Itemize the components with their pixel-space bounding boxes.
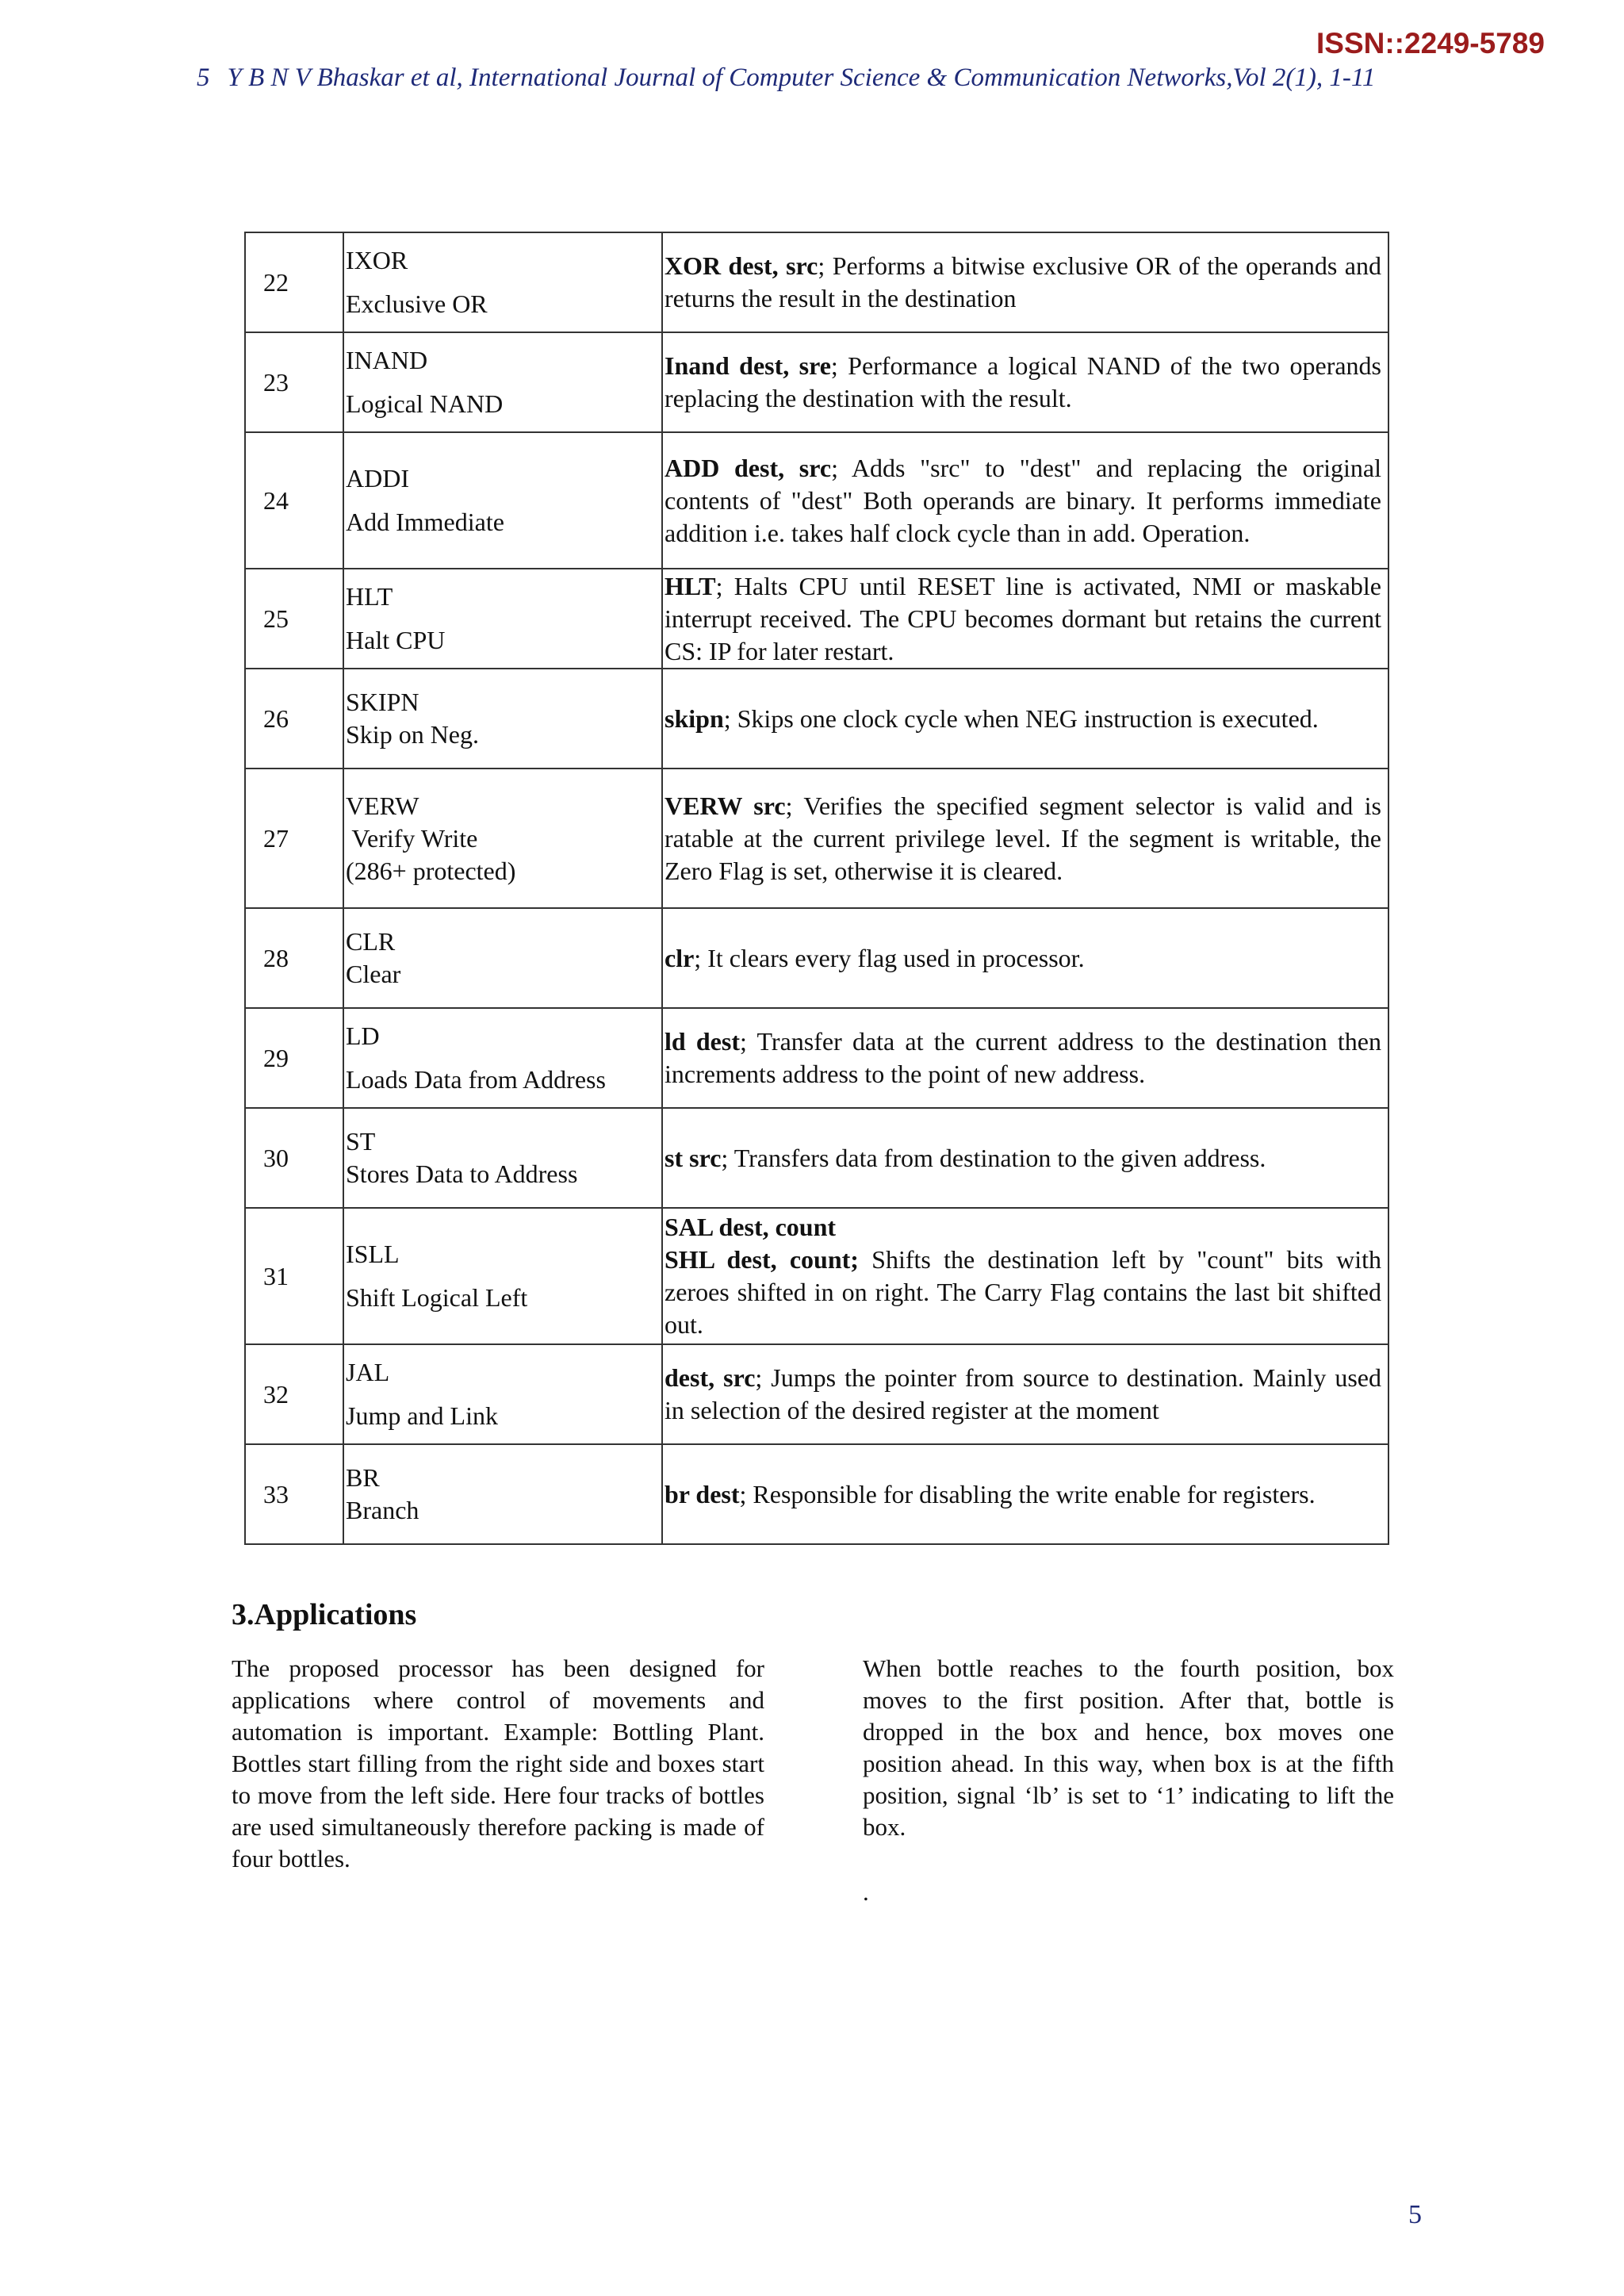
mnemonic: SKIPN	[346, 688, 419, 716]
mnemonic: HLT	[346, 582, 393, 611]
meaning: Halt CPU	[346, 626, 446, 654]
description-text: ; It clears every flag used in processor.	[694, 943, 1085, 972]
table-row	[245, 769, 1388, 908]
row-number: 29	[245, 1008, 343, 1108]
syntax: ld dest	[665, 1027, 740, 1056]
table-row	[245, 1444, 1388, 1544]
instruction-name-cell	[343, 1208, 662, 1344]
meaning: Loads Data from Address	[346, 1065, 606, 1094]
syntax: ADD dest, src	[665, 453, 832, 482]
description-text: Shifts the destination left by "count" bits with zeroes shifted in on right. The Carry Flag contains the last bit shifted out.	[665, 1245, 1382, 1339]
instruction-name-cell	[343, 1444, 662, 1544]
instruction-name-cell	[343, 908, 662, 1008]
header-citation: Y B N V Bhaskar et al, International Journal of Computer Science & Communication Networks,Vol 2(1), 1-11	[227, 63, 1376, 92]
mnemonic: IXOR	[346, 246, 408, 274]
mnemonic: ST	[346, 1127, 376, 1156]
row-number: 32	[245, 1344, 343, 1444]
meaning: Logical NAND	[346, 389, 504, 418]
description-text: ; Verifies the specified segment selector is valid and is ratable at the current privilege level. If the segment is writable, the Zero Flag is set, otherwise it is cleared.	[665, 791, 1382, 885]
body-paragraph-left: The proposed processor has been designed for applications where control of movements and automation is important. Example: Bottling Plant. Bottles start filling from the right side and boxes start to move from the left side. Here four tracks of bottles are used simultaneously therefore packing is made of four bottles.	[232, 1654, 764, 1872]
meaning: Verify Write	[346, 823, 478, 853]
meaning: Stores Data to Address	[346, 1159, 578, 1188]
mnemonic: ADDI	[346, 464, 409, 493]
mnemonic: LD	[346, 1022, 380, 1050]
row-number: 30	[245, 1108, 343, 1208]
description-text: ; Transfer data at the current address to the destination then increments address to the point of new address.	[665, 1027, 1382, 1088]
instruction-description	[662, 1444, 1388, 1544]
syntax: XOR dest, src	[665, 251, 818, 280]
table-row	[245, 908, 1388, 1008]
syntax: SHL dest, count;	[665, 1245, 859, 1274]
instruction-description	[662, 669, 1388, 769]
row-number: 31	[245, 1208, 343, 1344]
syntax-line: SAL dest, count	[665, 1213, 837, 1241]
syntax: clr	[665, 943, 695, 972]
mnemonic: INAND	[346, 346, 428, 374]
running-header	[197, 63, 1434, 93]
description-text: ; Performance a logical NAND of the two operands replacing the destination with the result.	[665, 351, 1382, 412]
instruction-table	[244, 232, 1389, 1545]
instruction-name-cell	[343, 332, 662, 432]
instruction-name-cell	[343, 769, 662, 908]
syntax: dest, src	[665, 1363, 756, 1392]
header-page-number: 5	[197, 63, 210, 92]
meaning: Clear	[346, 960, 401, 988]
instruction-description	[662, 569, 1388, 669]
row-number: 27	[245, 769, 343, 908]
syntax: br dest	[665, 1479, 740, 1508]
table-row	[245, 1008, 1388, 1108]
table-row	[245, 432, 1388, 569]
meaning: Add Immediate	[346, 508, 504, 536]
instruction-name-cell	[343, 432, 662, 569]
table-row	[245, 332, 1388, 432]
page-number: 5	[1408, 2200, 1422, 2229]
mnemonic: VERW	[346, 791, 419, 820]
instruction-description	[662, 232, 1388, 332]
instruction-name-cell	[343, 1344, 662, 1444]
instruction-description	[662, 1344, 1388, 1444]
instruction-name-cell	[343, 669, 662, 769]
instruction-description	[662, 1108, 1388, 1208]
table-row	[245, 1108, 1388, 1208]
table-row	[245, 232, 1388, 332]
row-number: 25	[245, 569, 343, 669]
body-paragraph-right: When bottle reaches to the fourth position, box moves to the first position. After that, bottle is dropped in the box and hence, box moves one position ahead. In this way, when box is at the fifth position, signal ‘lb’ is set to ‘1’ indicating to lift the box.	[863, 1654, 1394, 1841]
meaning: Shift Logical Left	[346, 1283, 528, 1312]
description-text: ; Skips one clock cycle when NEG instruction is executed.	[723, 703, 1319, 733]
description-text: ; Adds "src" to "dest" and replacing the original contents of "dest" Both operands are binary. It performs immediate addition i.e. takes half clock cycle than in add. Operation.	[665, 453, 1381, 547]
meaning: Branch	[346, 1496, 419, 1524]
table-row	[245, 669, 1388, 769]
table-row	[245, 1208, 1388, 1344]
meaning: Skip on Neg.	[346, 720, 479, 749]
row-number: 22	[245, 232, 343, 332]
description-text: ; Jumps the pointer from source to destination. Mainly used in selection of the desired register at the moment	[665, 1363, 1382, 1424]
meaning-note: (286+ protected)	[346, 856, 516, 885]
instruction-description	[662, 908, 1388, 1008]
description-text: ; Transfers data from destination to the given address.	[721, 1143, 1266, 1172]
row-number: 33	[245, 1444, 343, 1544]
syntax: skipn	[665, 703, 724, 733]
trailing-dot: .	[863, 1878, 869, 1906]
meaning: Jump and Link	[346, 1401, 498, 1430]
instruction-name-cell	[343, 232, 662, 332]
row-number: 28	[245, 908, 343, 1008]
instruction-description	[662, 769, 1388, 908]
instruction-name-cell	[343, 569, 662, 669]
syntax: Inand dest, sre	[665, 351, 831, 380]
section-heading: 3.Applications	[232, 1598, 417, 1631]
description-text: ; Halts CPU until RESET line is activated, NMI or maskable interrupt received. The CPU becomes dormant but retains the current CS: IP for later restart.	[665, 571, 1381, 665]
mnemonic: CLR	[346, 927, 396, 956]
instruction-description	[662, 1208, 1388, 1344]
syntax: st src	[665, 1143, 722, 1172]
instruction-name-cell	[343, 1108, 662, 1208]
table-row	[245, 1344, 1388, 1444]
description-text: ; Performs a bitwise exclusive OR of the operands and returns the result in the destination	[665, 251, 1382, 312]
mnemonic: BR	[346, 1463, 380, 1492]
row-number: 26	[245, 669, 343, 769]
row-number: 23	[245, 332, 343, 432]
meaning: Exclusive OR	[346, 289, 488, 318]
instruction-description	[662, 432, 1388, 569]
instruction-description	[662, 1008, 1388, 1108]
syntax: VERW src	[665, 791, 786, 820]
issn-label: ISSN::2249-5789	[1316, 27, 1545, 59]
description-text: ; Responsible for disabling the write enable for registers.	[739, 1479, 1316, 1508]
instruction-name-cell	[343, 1008, 662, 1108]
table-row	[245, 569, 1388, 669]
mnemonic: ISLL	[346, 1240, 400, 1268]
instruction-description	[662, 332, 1388, 432]
row-number: 24	[245, 432, 343, 569]
mnemonic: JAL	[346, 1358, 390, 1386]
syntax: HLT	[665, 571, 716, 600]
